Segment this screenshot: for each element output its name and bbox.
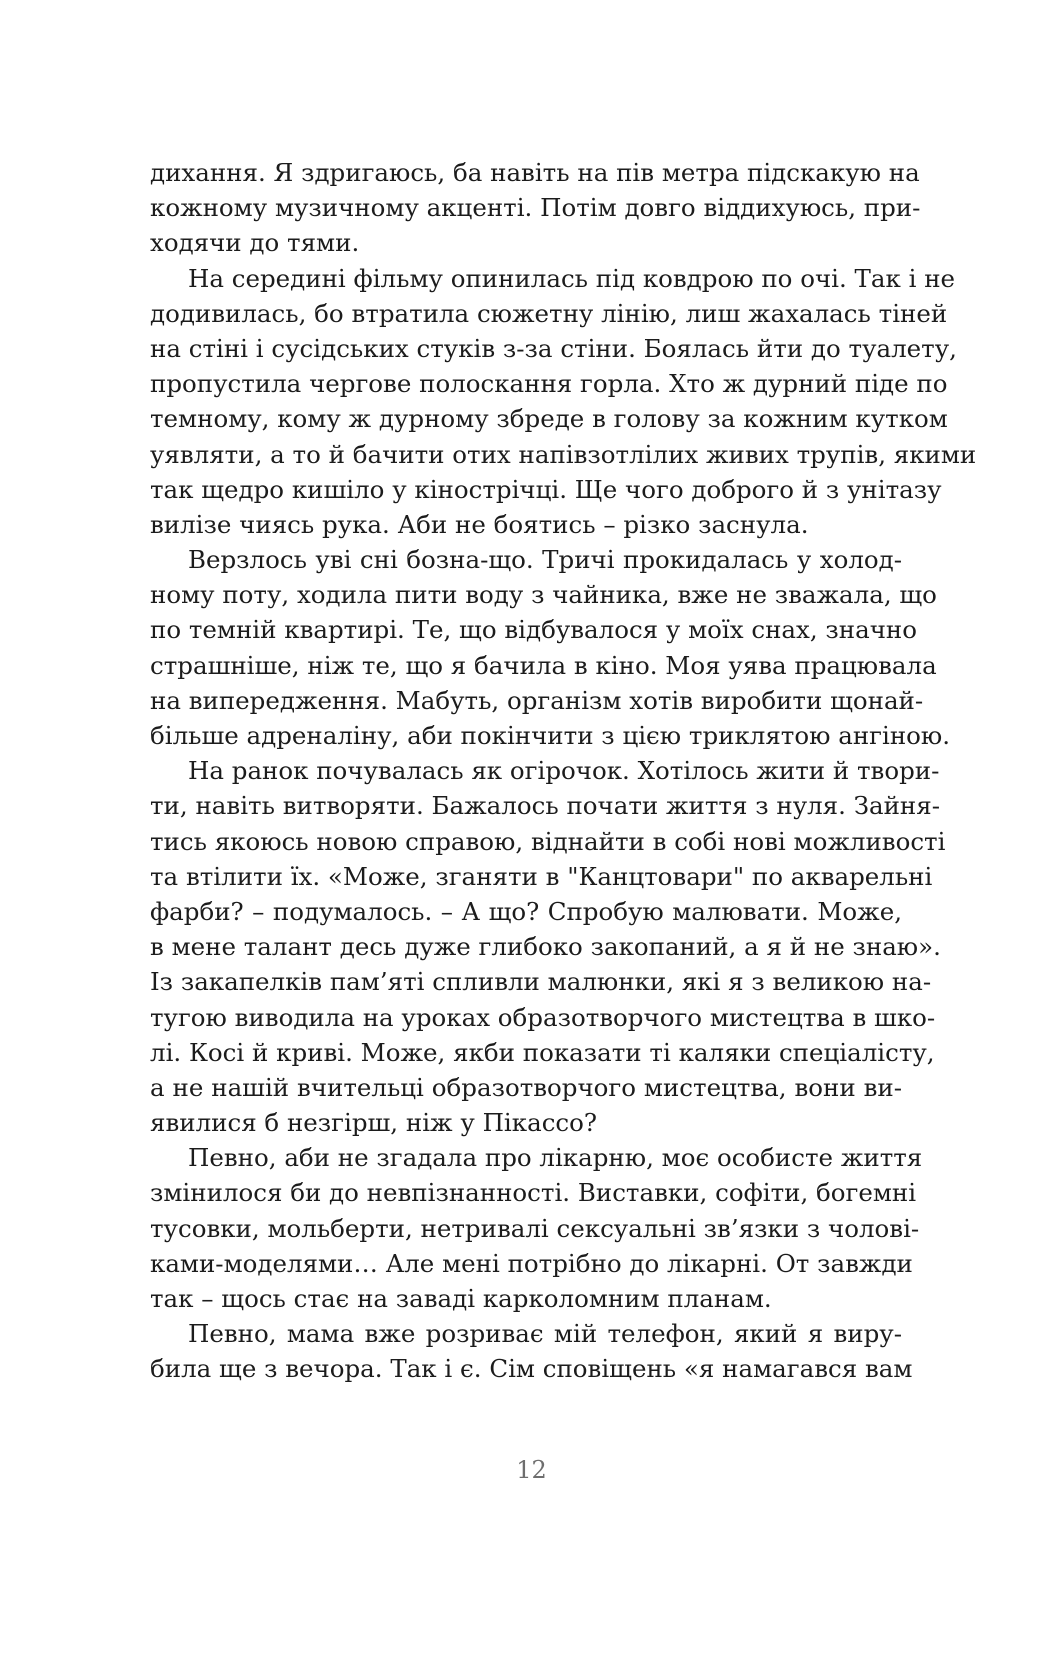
text-line: ти, навіть витворяти. Бажалось почати життя з нуля. Зайня-: [150, 791, 940, 821]
text-line: страшніше, ніж те, що я бачила в кіно. Моя уява працювала: [150, 650, 937, 680]
text-line: в мене талант десь дуже глибоко закопаний, а я й не знаю».: [150, 932, 941, 962]
text-line: тугою виводила на уроках образотворчого мистецтва в шко-: [150, 1002, 936, 1032]
text-line: Верзлось уві сні бозна-що. Тричі прокидалась у холод-: [188, 545, 902, 575]
text-line: Певно, аби не згадала про лікарню, моє особисте життя: [188, 1143, 923, 1173]
text-line: на стіні і сусідських стуків з-за стіни. Боялась йти до туалету,: [150, 333, 957, 363]
text-line: на випередження. Мабуть, організм хотів виробити щонай-: [150, 685, 924, 715]
text-line: фарби? – подумалось. – А що? Спробую малювати. Може,: [150, 896, 902, 926]
text-line: лі. Косі й криві. Може, якби показати ті каляки спеціалісту,: [150, 1037, 935, 1067]
text-line: тись якоюсь новою справою, віднайти в собі нові можливості: [150, 826, 946, 856]
text-line: додивилась, бо втратила сюжетну лінію, лиш жахалась тіней: [150, 298, 948, 328]
text-line: так – щось стає на заваді карколомним планам.: [150, 1284, 772, 1313]
text-line: На ранок почувалась як огірочок. Хотілось жити й твори-: [188, 756, 940, 786]
text-line: Певно, мама вже розриває мій телефон, який я виру-: [188, 1319, 902, 1349]
text-line: та втілити їх. «Може, зганяти в "Канцтовари" по акварельні: [150, 861, 933, 891]
text-line: ному поту, ходила пити воду з чайника, вже не зважала, що: [150, 580, 937, 610]
text-line: На середині фільму опинилась під ковдрою по очі. Так і не: [188, 263, 956, 293]
text-line: вилізе чиясь рука. Аби не боятись – різко заснула.: [150, 509, 809, 539]
paragraph: [150, 261, 977, 543]
text-line: уявляти, а то й бачити отих напівзотлілих живих трупів, якими: [150, 439, 977, 469]
text-line: по темній квартирі. Те, що відбувалося у моїх снах, значно: [150, 615, 918, 645]
paragraph: [150, 753, 946, 1140]
text-line: явилися б незгірш, ніж у Пікассо?: [150, 1108, 598, 1138]
text-line: дихання. Я здригаюсь, ба навіть на пів метра підскакую на: [150, 158, 920, 187]
text-line: била ще з вечора. Так і є. Сім сповіщень «я намагався вам: [150, 1354, 913, 1384]
text-line: пропустила чергове полоскання горла. Хто ж дурний піде по: [150, 369, 948, 399]
text-line: кожному музичному акценті. Потім довго віддихуюсь, при-: [150, 193, 921, 223]
text-line: так щедро кишіло у кінострічці. Ще чого доброго й з унітазу: [150, 474, 942, 504]
paragraph: [150, 155, 921, 261]
text-line: тусовки, мольберти, нетривалі сексуальні зв’язки з чолові-: [150, 1213, 920, 1243]
paragraph: [150, 542, 951, 753]
page-number: 12: [516, 1456, 547, 1484]
text-line: Із закапелків пам’яті спливли малюнки, які я з великою на-: [150, 967, 932, 997]
text-line: ками-моделями… Але мені потрібно до лікарні. От завжди: [150, 1248, 913, 1278]
text-line: ходячи до тями.: [150, 228, 360, 258]
text-line: більше адреналіну, аби покінчити з цією триклятою ангіною.: [150, 721, 951, 750]
text-line: змінилося би до невпізнанності. Виставки, софіти, богемні: [150, 1178, 917, 1208]
text-line: темному, кому ж дурному збреде в голову за кожним кутком: [150, 404, 948, 434]
text-line: а не нашій вчительці образотворчого мистецтва, вони ви-: [150, 1072, 902, 1102]
body-text: [150, 155, 977, 1387]
paragraph: [150, 1316, 913, 1386]
paragraph: [150, 1140, 923, 1316]
